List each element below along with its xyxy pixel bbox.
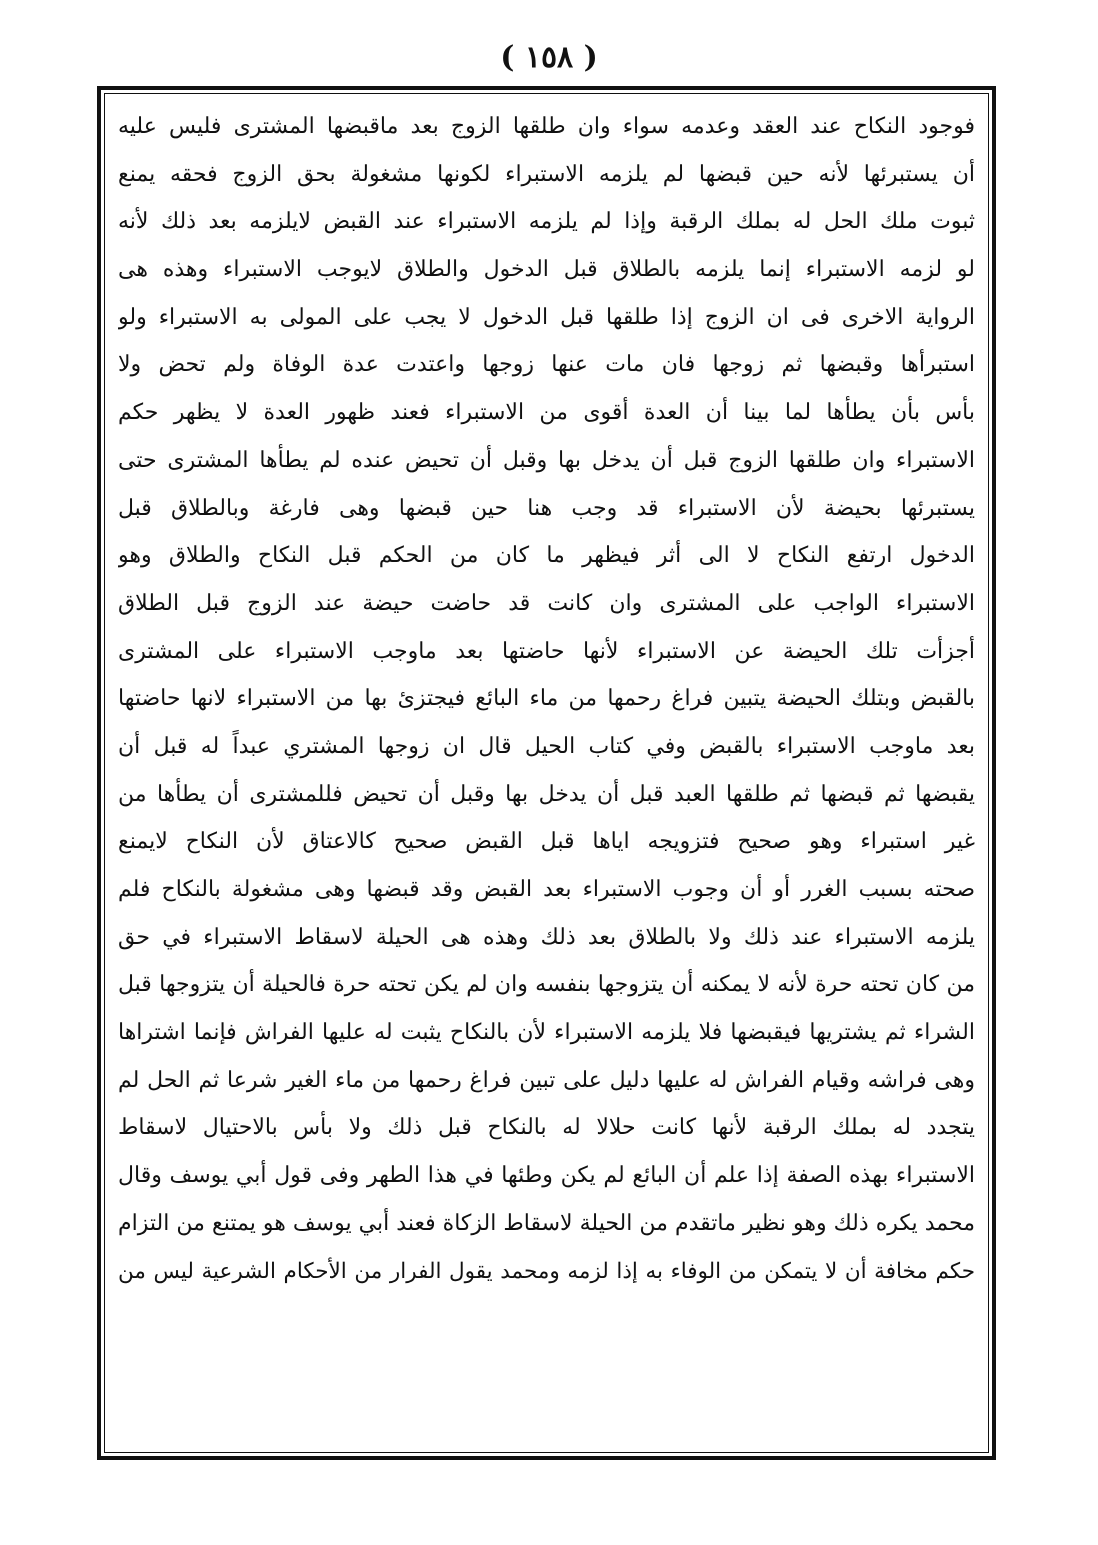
- text-line: حكم مخافة أن لا يتمكن من الوفاء به إذا لزمه ومحمد يقول الفرار من الأحكام الشرعية ليس من: [118, 1258, 975, 1284]
- text-line: بأس بأن يطأها لما بينا أن العدة أقوى من الاستبراء فعند ظهور العدة لا يظهر حكم: [118, 400, 975, 426]
- text-line: من كان تحته حرة لأنه لا يمكنه أن يتزوجها بنفسه وان لم يكن تحته حرة فالحيلة أن يتزوجها قبل: [118, 972, 975, 998]
- text-line: ثبوت ملك الحل له بملك الرقبة وإذا لم يلزمه الاستبراء عند القبض لايلزمه بعد ذلك لأنه: [118, 209, 975, 235]
- text-line: يقبضها ثم قبضها ثم طلقها العبد قبل أن يدخل بها وقبل أن تحيض فللمشترى أن يطأها من: [118, 781, 975, 807]
- text-line: الشراء ثم يشتريها فيقبضها فلا يلزمه الاستبراء لأن بالنكاح يثبت له عليها الفراش فإنما اشتراها: [118, 1020, 975, 1046]
- text-line: وهى فراشه وقيام الفراش له عليها دليل على تبين فراغ رحمها من ماء الغير شرعا ثم الحل لم: [118, 1067, 975, 1093]
- text-line: يلزمه الاستبراء عند ذلك ولا بالطلاق بعد ذلك وهذه هى الحيلة لاسقاط الاستبراء في حق: [118, 924, 975, 950]
- text-line: بعد ماوجب الاستبراء بالقبض وفي كتاب الحيل قال ان زوجها المشتري عبداً له قبل أن: [118, 733, 975, 759]
- text-body: [118, 103, 975, 1295]
- text-line: بالقبض وبتلك الحيضة يتبين فراغ رحمها من ماء البائع فيجتزئ بها من الاستبراء لانها حاضتها: [118, 686, 975, 712]
- text-line: الرواية الاخرى فى ان الزوج إذا طلقها قبل الدخول لا يجب على المولى به الاستبراء ولو: [118, 304, 975, 330]
- text-line: غير استبراء وهو صحيح فتزويجه اياها قبل القبض صحيح كالاعتاق لأن النكاح لايمنع: [118, 829, 975, 855]
- text-line: الدخول ارتفع النكاح لا الى أثر فيظهر ما كان من الحكم قبل النكاح والطلاق وهو: [118, 543, 975, 569]
- text-line: يتجدد له بملك الرقبة لأنها كانت حلالا له بالنكاح قبل ذلك ولا بأس بالاحتيال لاسقاط: [118, 1115, 975, 1141]
- text-line: أن يستبرئها لأنه حين قبضها لم يلزمه الاستبراء لكونها مشغولة بحق الزوج فحقه يمنع: [118, 161, 975, 187]
- text-line: فوجود النكاح عند العقد وعدمه سواء وان طلقها الزوج بعد ماقبضها المشترى فليس عليه: [118, 114, 975, 139]
- page-number: ( ١٥٨ ): [500, 40, 598, 75]
- text-line: صحته بسبب الغرر أو أن وجوب الاستبراء بعد القبض وقد قبضها وهى مشغولة بالنكاح فلم: [118, 877, 975, 902]
- text-line: لو لزمه الاستبراء إنما يلزمه بالطلاق قبل الدخول والطلاق لايوجب الاستبراء وهذه هى: [118, 257, 975, 283]
- text-line: يستبرئها بحيضة لأن الاستبراء قد وجب هنا حين قبضها وهى فارغة وبالطلاق قبل: [118, 495, 975, 521]
- text-line: الاستبراء بهذه الصفة إذا علم أن البائع لم يكن وطئها في هذا الطهر وفى قول أبي يوسف وقال: [118, 1163, 975, 1189]
- text-line: محمد يكره ذلك وهو نظير ماتقدم من الحيلة لاسقاط الزكاة فعند أبي يوسف هو يمتنع من التزام: [118, 1210, 975, 1236]
- text-line: أجزأت تلك الحيضة عن الاستبراء لأنها حاضتها بعد ماوجب الاستبراء على المشترى: [118, 638, 975, 664]
- text-line: الاستبراء الواجب على المشترى وان كانت قد حاضت حيضة عند الزوج قبل الطلاق: [118, 590, 975, 616]
- text-line: الاستبراء وان طلقها الزوج قبل أن يدخل بها وقبل أن تحيض عنده لم يطأها المشترى حتى: [118, 447, 975, 473]
- text-line: استبرأها وقبضها ثم زوجها فان مات عنها زوجها واعتدت عدة الوفاة ولم تحض ولا: [118, 352, 975, 378]
